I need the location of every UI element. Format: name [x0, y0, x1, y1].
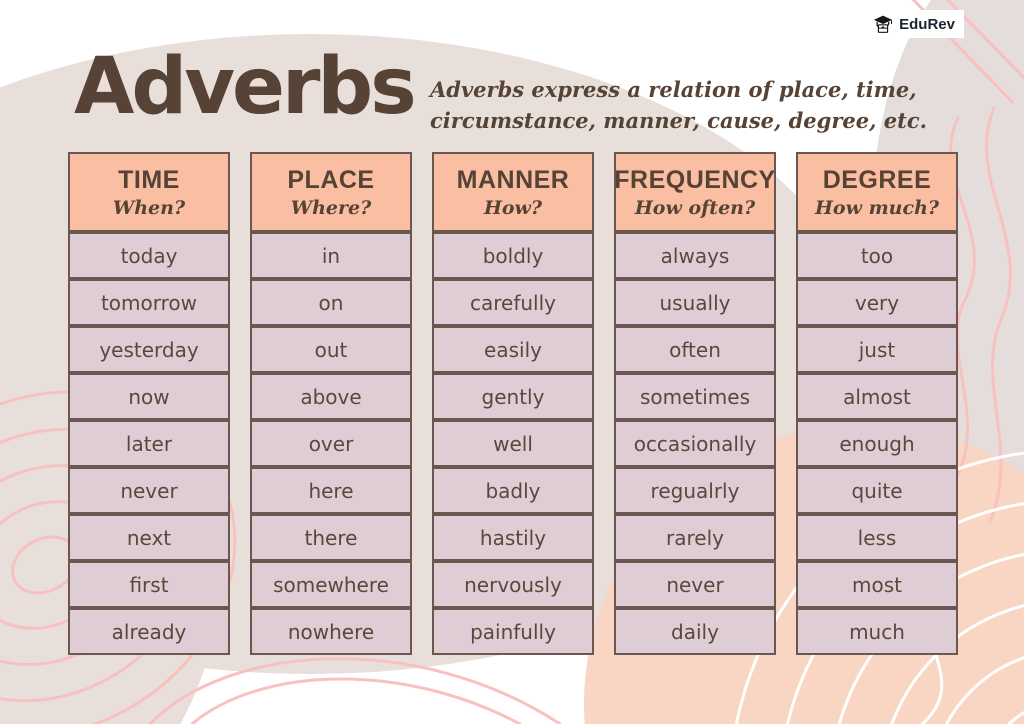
adverb-cell: nowhere [250, 608, 412, 655]
column-cells [250, 232, 412, 655]
adverb-cell: somewhere [250, 561, 412, 608]
adverb-cell: daily [614, 608, 776, 655]
column-heading: FREQUENCY [614, 165, 776, 194]
poster-subtitle [430, 74, 927, 136]
adverb-cell: hastily [432, 514, 594, 561]
adverb-cell: occasionally [614, 420, 776, 467]
adverb-cell: never [68, 467, 230, 514]
adverb-cell: rarely [614, 514, 776, 561]
graduation-cap-icon [873, 14, 893, 34]
edurev-logo-text: EduRev [899, 15, 955, 33]
adverb-cell: there [250, 514, 412, 561]
adverb-cell: never [614, 561, 776, 608]
adverb-cell: always [614, 232, 776, 279]
adverb-cell: easily [432, 326, 594, 373]
adverb-cell: painfully [432, 608, 594, 655]
column-question: How? [483, 196, 543, 219]
column-heading: MANNER [456, 165, 570, 194]
adverb-cell: well [432, 420, 594, 467]
subtitle-line-2: circumstance, manner, cause, degree, etc. [430, 108, 927, 133]
adverb-cell: just [796, 326, 958, 373]
column-heading: PLACE [287, 165, 375, 194]
adverb-cell: tomorrow [68, 279, 230, 326]
column-header [432, 152, 594, 232]
adverb-cell: nervously [432, 561, 594, 608]
adverb-cell: here [250, 467, 412, 514]
adverb-cell: much [796, 608, 958, 655]
adverb-cell: next [68, 514, 230, 561]
adverb-cell: on [250, 279, 412, 326]
adverb-cell: regualrly [614, 467, 776, 514]
column-place [250, 152, 412, 655]
adverb-cell: almost [796, 373, 958, 420]
adverb-cell: usually [614, 279, 776, 326]
adverb-cell: badly [432, 467, 594, 514]
adverb-cell: boldly [432, 232, 594, 279]
adverb-cell: very [796, 279, 958, 326]
adverb-cell: over [250, 420, 412, 467]
poster-title: Adverbs [74, 42, 414, 132]
column-header [68, 152, 230, 232]
column-question: When? [112, 196, 186, 219]
adverb-cell: yesterday [68, 326, 230, 373]
column-cells [68, 232, 230, 655]
adverb-cell: out [250, 326, 412, 373]
adverb-cell: less [796, 514, 958, 561]
adverb-cell: sometimes [614, 373, 776, 420]
column-heading: DEGREE [822, 165, 932, 194]
column-heading: TIME [118, 165, 180, 194]
column-cells [796, 232, 958, 655]
column-header [250, 152, 412, 232]
adverb-cell: carefully [432, 279, 594, 326]
column-degree [796, 152, 958, 655]
adverb-cell: above [250, 373, 412, 420]
column-question: How much? [814, 196, 940, 219]
adverb-cell: often [614, 326, 776, 373]
column-time [68, 152, 230, 655]
column-cells [432, 232, 594, 655]
adverb-table [68, 152, 958, 655]
adverb-cell: enough [796, 420, 958, 467]
column-cells [614, 232, 776, 655]
adverb-cell: today [68, 232, 230, 279]
column-header [796, 152, 958, 232]
edurev-logo [867, 10, 964, 38]
adverb-cell: later [68, 420, 230, 467]
adverb-cell: quite [796, 467, 958, 514]
subtitle-line-1: Adverbs express a relation of place, time, [430, 77, 917, 102]
adverb-cell: too [796, 232, 958, 279]
column-frequency [614, 152, 776, 655]
column-manner [432, 152, 594, 655]
column-header [614, 152, 776, 232]
column-question: Where? [290, 196, 372, 219]
adverb-cell: already [68, 608, 230, 655]
adverb-cell: first [68, 561, 230, 608]
adverb-cell: in [250, 232, 412, 279]
adverb-cell: gently [432, 373, 594, 420]
adverb-cell: now [68, 373, 230, 420]
column-question: How often? [634, 196, 756, 219]
adverb-cell: most [796, 561, 958, 608]
